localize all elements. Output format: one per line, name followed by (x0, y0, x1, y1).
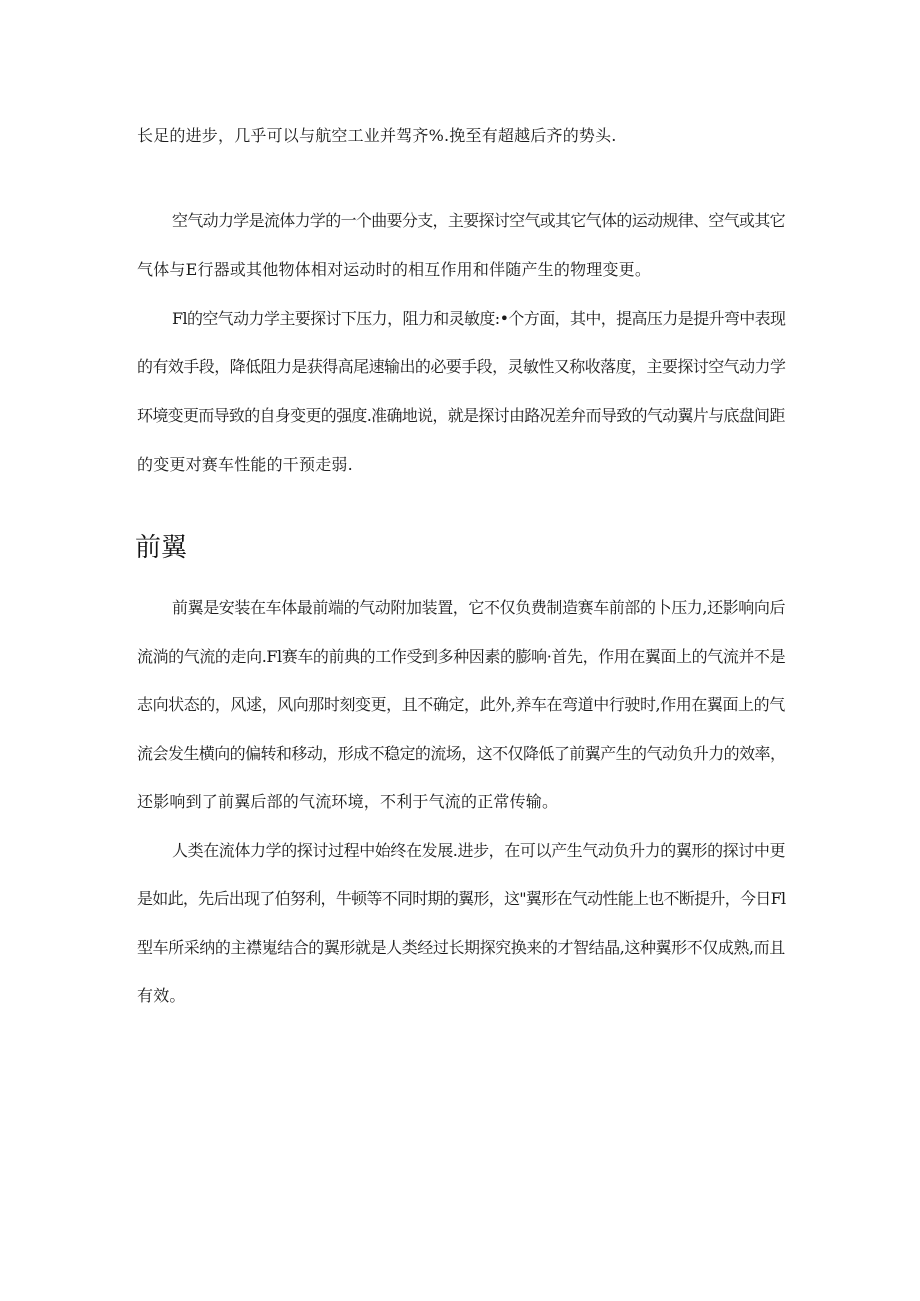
paragraph-line: 流淌的气流的走向.Fl赛车的前典的工作受到多种因素的膨响·首先，作用在翼面上的气流并不是 (137, 647, 786, 666)
paragraph-line: 前翼是安装在车体最前端的气动附加装置，它不仅负费制造赛车前部的卜压力,还影响向后 (172, 598, 786, 617)
paragraph-line: 志向状态的，风逑，风向那时刻变更，且不确定，此外,养车在弯道中行驶时,作用在翼面上的气 (137, 695, 785, 714)
paragraph-line: Fl的空气动力学主要探讨下压力，阻力和灵敏度:•个方面，其中，提高压力是提升弯中表现 (172, 309, 786, 328)
paragraph-line: 流会发生横向的偏转和移动，形成不稳定的流场，这不仅降低了前翼产生的气动负升力的效率， (137, 744, 786, 763)
paragraph-line: 气体与E行器或其他物体相对运动时的相互作用和伴随产生的物理变更。 (137, 260, 652, 279)
paragraph-line: 环境变更而导致的自身变更的强度.准确地说，就是探讨由路况差弁而导致的气动翼片与底盘间距 (137, 406, 785, 425)
section-heading: 前翼 (135, 533, 188, 563)
paragraph-line: 人类在流体力学的探讨过程中始终在发展.进步，在可以产生气动负升力的翼形的探讨中更 (172, 841, 786, 860)
paragraph-line: 长足的进步，几乎可以与航空工业并驾齐%.挽至有超越后齐的势头. (137, 126, 617, 145)
paragraph-line: 空气动力学是流体力学的一个曲要分支，主要探讨空气或其它气体的运动规律、空气或其它 (172, 211, 786, 230)
paragraph-line: 有效。 (137, 986, 186, 1005)
paragraph-line: 型车所采纳的主襟嵬结合的翼形就是人类经过长期探究换来的才智结晶,这种翼形不仅成熟,而且 (137, 938, 785, 957)
paragraph-line: 还影响到了前翼后部的气流环境，不利于气流的正常传输。 (137, 792, 559, 811)
paragraph-line: 的有效手段，降低阻力是获得高尾速输出的必要手段，灵敏性又称收落度，主要探讨空气动力学 (137, 357, 786, 376)
paragraph-line: 的变更对赛车性能的干预走弱. (137, 455, 353, 474)
paragraph-line: 是如此，先后出现了伯努利，牛顿等不同时期的翼形，这"翼形在气动性能上也不断提升，今日Fl (137, 889, 786, 908)
